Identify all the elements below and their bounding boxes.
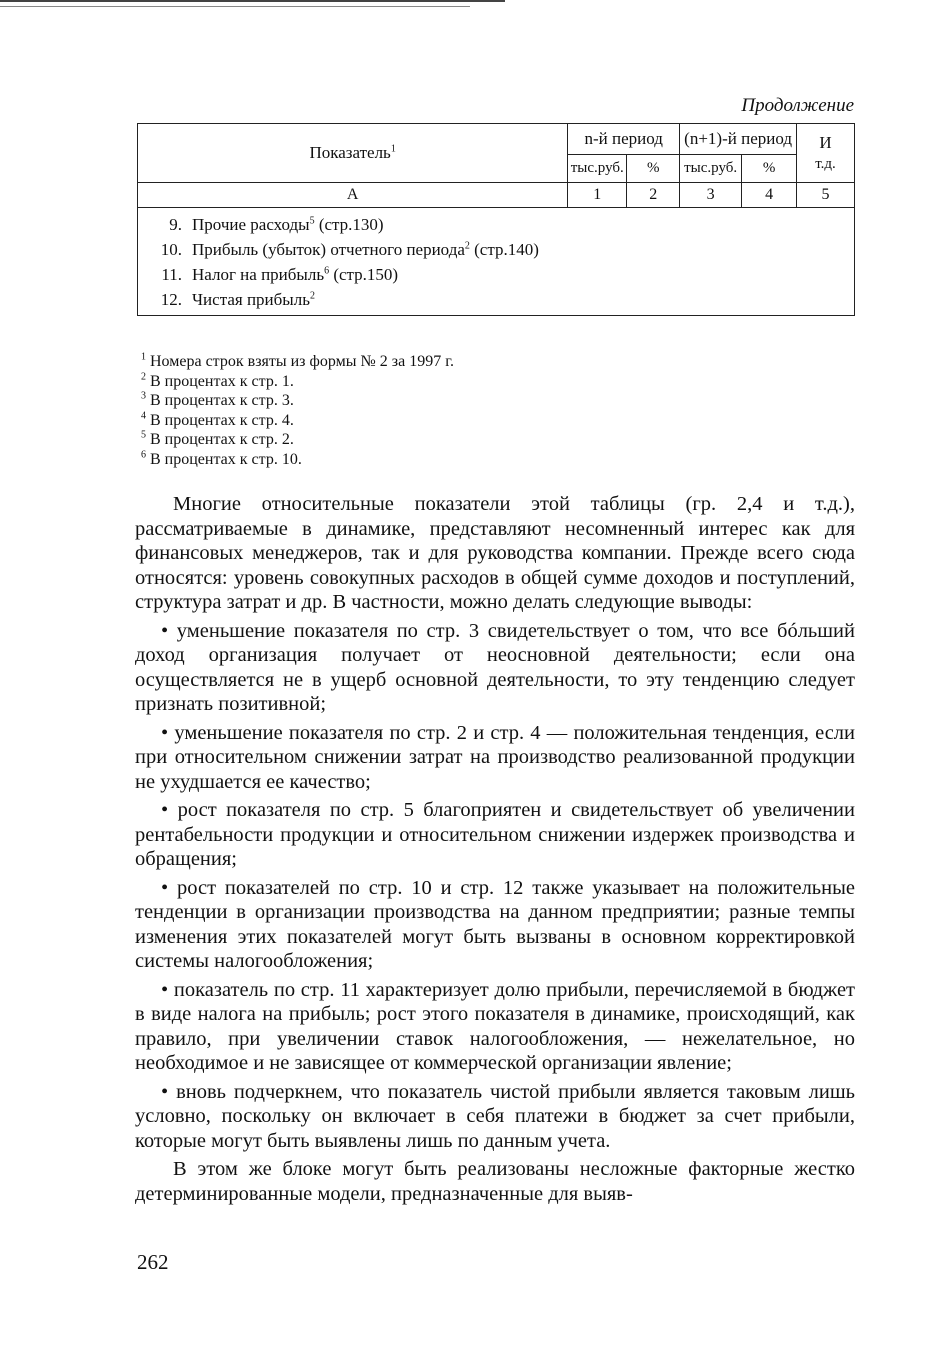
- footnote: $^2$ В процентах к стр. 1.: [141, 371, 294, 390]
- footnote: $^5$ В процентах к стр. 2.: [141, 429, 294, 448]
- sub-thousand-rub-2: тыс.руб.: [680, 155, 742, 183]
- sub-thousand-rub-1: тыс.руб.: [568, 155, 627, 183]
- top-rule: [0, 0, 505, 2]
- bullet-paragraph: • уменьшение показателя по стр. 2 и стр. 4 — положительная тенденция, если при относительном снижении затрат на производство реализованной продукции не ухудшается ее качество;: [135, 721, 855, 793]
- sub-percent-1: %: [627, 155, 680, 183]
- header-etc: И т.д.: [797, 124, 855, 183]
- top-rule-secondary: [0, 6, 470, 7]
- page-number: 262: [137, 1250, 169, 1274]
- column-number: 4: [742, 183, 797, 208]
- header-period-n1: (n+1)-й период: [680, 124, 797, 155]
- header-period-n: n-й период: [568, 124, 680, 155]
- footnote: $^3$ В процентах к стр. 3.: [141, 390, 294, 409]
- paragraph: Многие относительные показатели этой таблицы (гр. 2,4 и т.д.), рассматриваемые в динамике, представляют несомненный интерес как для финансовых менеджеров, так и для руководства компании. Прежде всего сюда относятся: уровень совокупных расходов в общей сумме доходов и поступлений, структура затрат и др. В частности, можно делать следующие выводы:: [135, 493, 855, 613]
- bullet-paragraph: • рост показателя по стр. 5 благоприятен и свидетельствует об увеличении рентабельности продукции и относительном снижении издержек производства и обращения;: [135, 799, 855, 870]
- column-number: 2: [627, 183, 680, 208]
- bullet-paragraph: • вновь подчеркнем, что показатель чистой прибыли является таковым лишь условно, поскольку он включает в себя платежи в бюджет за счет прибыли, которые могут быть выявлены лишь по данным учета.: [135, 1080, 855, 1152]
- table-body-row: [138, 208, 855, 316]
- column-number: 5: [797, 183, 855, 208]
- footnote: $^1$ Номера строк взяты из формы № 2 за 1997 г.: [141, 351, 454, 370]
- footnotes: [141, 352, 454, 469]
- paragraph: В этом же блоке могут быть реализованы несложные факторные жестко детерминированные модели, предназначенные для выяв-: [135, 1158, 855, 1205]
- table-row: 11. Налог на прибыль$^6$ (стр.150): [161, 265, 399, 284]
- table-header-row: [138, 124, 855, 155]
- footnote: $^6$ В процентах к стр. 10.: [141, 449, 302, 468]
- footnote: $^4$ В процентах к стр. 4.: [141, 410, 294, 429]
- table-body: [138, 208, 855, 316]
- table-row: 9. Прочие расходы$^5$ (стр.130): [169, 215, 384, 234]
- header-indicator: Показатель$^1$: [138, 124, 568, 183]
- column-number: 3: [680, 183, 742, 208]
- column-number: 1: [568, 183, 627, 208]
- table-row: 12. Чистая прибыль$^2$: [160, 290, 315, 309]
- bullet-paragraph: • рост показателей по стр. 10 и стр. 12 также указывает на положительные тенденции в организации производства на данном предприятии; разные темпы изменения этих показателей могут быть вызваны в основном корректировкой системы налогообложения;: [135, 876, 855, 972]
- column-number-row: [138, 183, 855, 208]
- indicators-table: [137, 123, 855, 316]
- column-number: А: [138, 183, 568, 208]
- body-text: [135, 492, 855, 1206]
- bullet-paragraph: • уменьшение показателя по стр. 3 свидетельствует о том, что все бóльший доход организация получает от неосновной деятельности; если она осуществляется не в ущерб основной деятельности, то эту тенденцию следует признать позитивной;: [135, 619, 855, 715]
- continuation-label: Продолжение: [741, 95, 854, 116]
- sub-percent-2: %: [742, 155, 797, 183]
- table-row: 10. Прибыль (убыток) отчетного периода$^2$ (стр.140): [160, 240, 539, 259]
- bullet-paragraph: • показатель по стр. 11 характеризует долю прибыли, перечисляемой в бюджет в виде налога на прибыль; рост этого показателя в динамике, происходящий, как правило, при увеличении ставок налогообложения, — нежелательное, но необходимое и не зависящее от коммерческой организации явление;: [135, 978, 855, 1074]
